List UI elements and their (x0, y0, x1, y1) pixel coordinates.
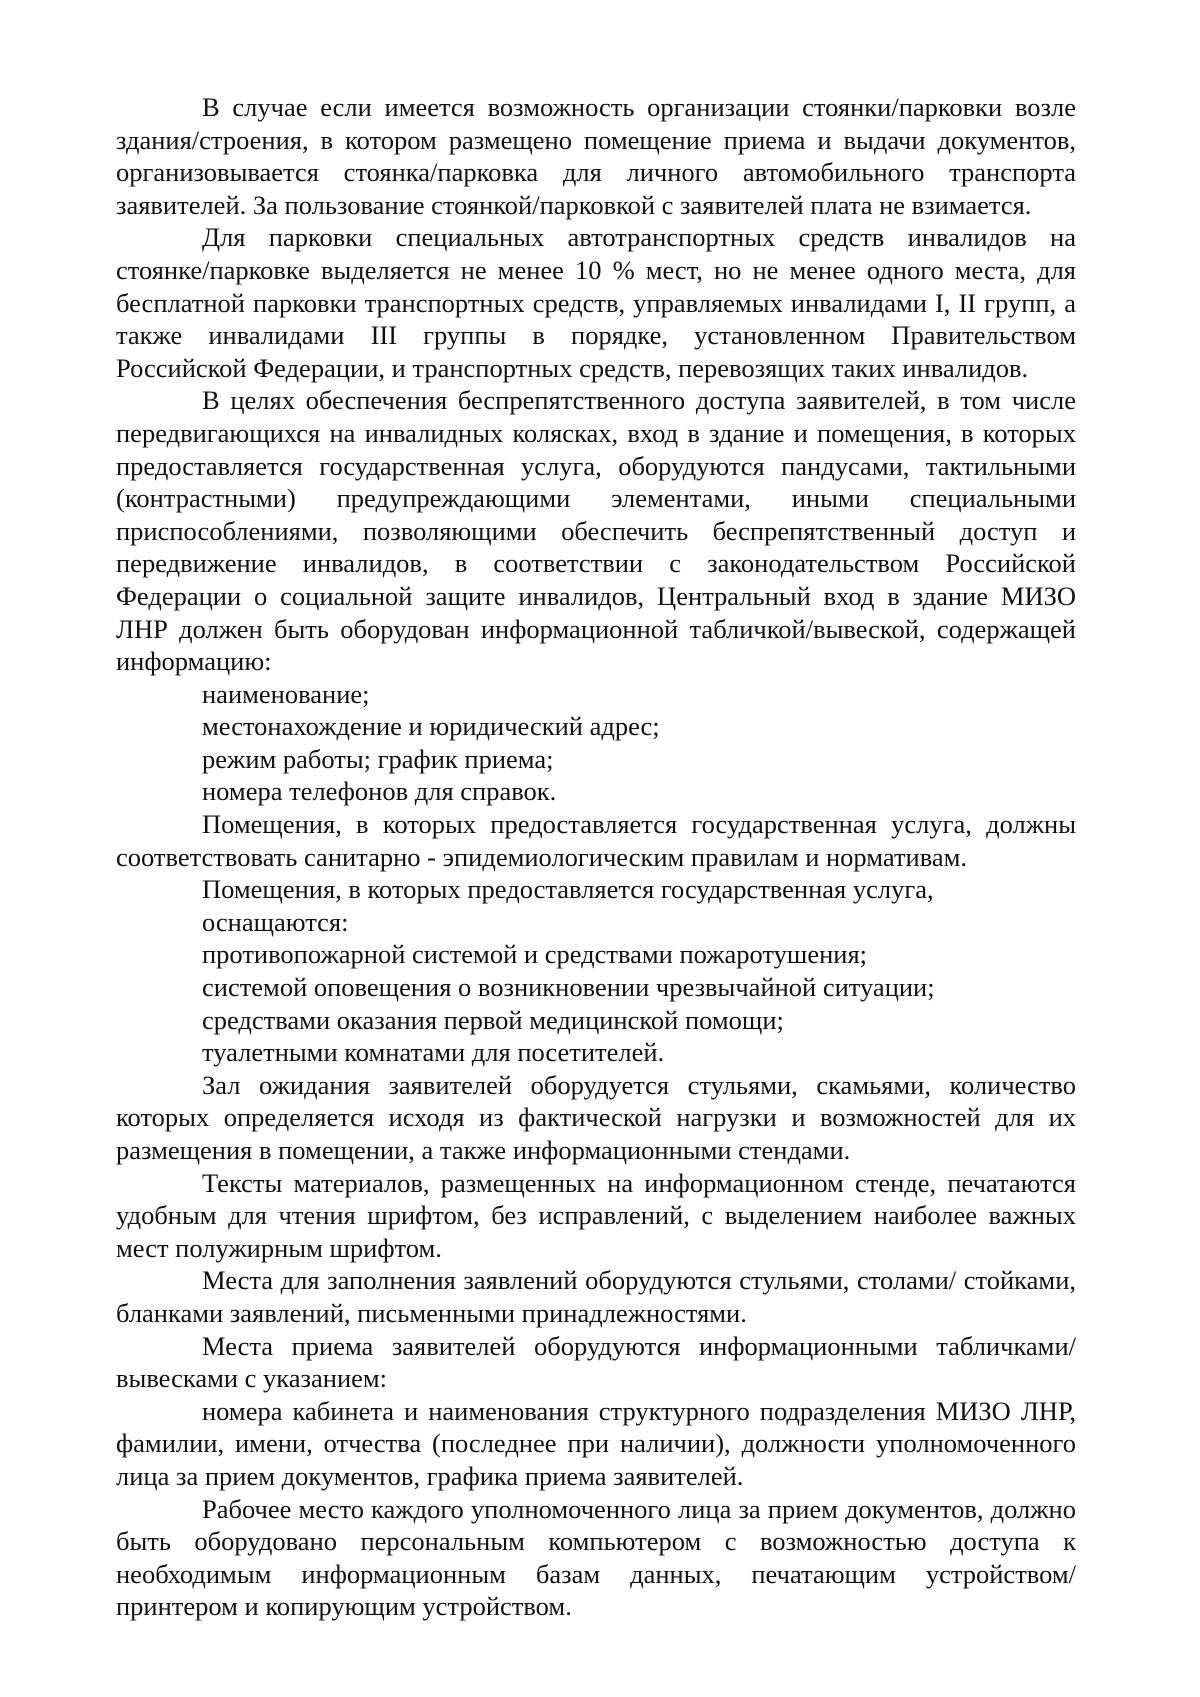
list-item: номера телефонов для справок. (202, 776, 557, 807)
list-item: средствами оказания первой медицинской помощи; (202, 1004, 784, 1035)
paragraph-info-stand: Тексты материалов, размещенных на информационном стенде, печатаются удобным для чтения шрифтом, без исправлений, с выделением наиболее важных мест полужирным шрифтом. (116, 1167, 1076, 1263)
paragraph-waiting-hall: Зал ожидания заявителей оборудуется стульями, скамьями, количество которых определяется исходя из фактической нагрузки и возможностей для их размещения в помещении, а также информационными стендами. (116, 1069, 1076, 1165)
paragraph-equipment-intro: Помещения, в которых предоставляется государственная услуга, оснащаются: (202, 874, 934, 937)
paragraph-disabled-parking: Для парковки специальных автотранспортных средств инвалидов на стоянке/парковке выделяется не менее 10 % мест, но не менее одного места, для бесплатной парковки транспортных средств, управляемых инвалидами I, II групп, а также инвалидами III группы в порядке, установленном Правительством Российской Федерации, и транспортных средств, перевозящих таких инвалидов. (116, 222, 1076, 383)
list-item: туалетными комнатами для посетителей. (202, 1037, 665, 1068)
document-page (116, 91, 1076, 1623)
paragraph-reception-signs: Места приема заявителей оборудуются информационными табличками/ вывесками с указанием: (116, 1330, 1076, 1394)
list-item: режим работы; график приема; (202, 743, 554, 774)
paragraph-workplace: Рабочее место каждого уполномоченного лица за прием документов, должно быть оборудовано персональным компьютером с возможностью доступа к необходимым информационным базам данных, печатающим устройством/принтером и копирующим устройством. (116, 1493, 1076, 1622)
list-item: наименование; (202, 678, 370, 709)
paragraph-application-places: Места для заполнения заявлений оборудуются стульями, столами/ стойками, бланками заявлений, письменными принадлежностями. (116, 1265, 1076, 1328)
paragraph-parking: В случае если имеется возможность организации стоянки/парковки возле здания/строения, в котором размещено помещение приема и выдачи документов, организовывается стоянка/парковка для личного автомобильного транспорта заявителей. За пользование стоянкой/парковкой с заявителей плата не взимается. (116, 92, 1076, 220)
paragraph-cabinet-info: номера кабинета и наименования структурного подразделения МИЗО ЛНР, фамилии, имени, отчества (последнее при наличии), должности уполномоченного лица за прием документов, графика приема заявителей. (116, 1395, 1076, 1491)
paragraph-accessibility: В целях обеспечения беспрепятственного доступа заявителей, в том числе передвигающихся на инвалидных колясках, вход в здание и помещения, в которых предоставляется государственная услуга, оборудуются пандусами, тактильными (контрастными) предупреждающими элементами, иными специальными приспособлениями, позволяющими обеспечить беспрепятственный доступ и передвижение инвалидов, в соответствии с законодательством Российской Федерации о социальной защите инвалидов, Центральный вход в здание МИЗО ЛНР должен быть оборудован информационной табличкой/вывеской, содержащей информацию: (116, 385, 1076, 677)
paragraph-sanitary: Помещения, в которых предоставляется государственная услуга, должны соответствовать санитарно - эпидемиологическим правилам и нормативам. (116, 809, 1076, 872)
list-item: системой оповещения о возникновении чрезвычайной ситуации; (202, 972, 935, 1003)
list-item: местонахождение и юридический адрес; (202, 711, 660, 742)
list-item: противопожарной системой и средствами пожаротушения; (202, 939, 867, 970)
